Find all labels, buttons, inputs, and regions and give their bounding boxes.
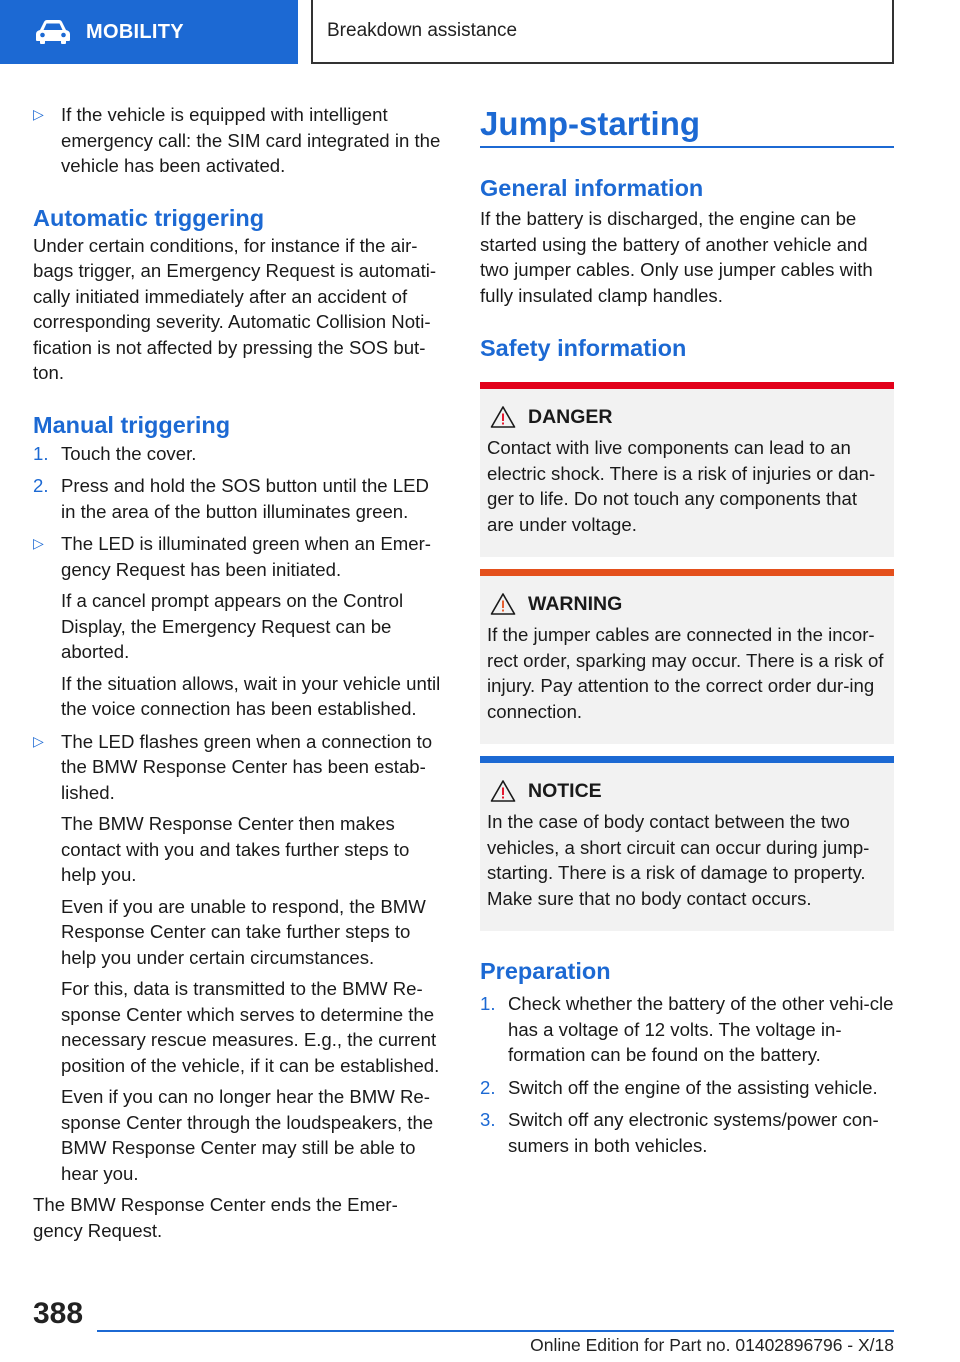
danger-bar: [480, 382, 894, 389]
sub-paragraph: Even if you can no longer hear the BMW Re-sponse Center through the loudspeakers, the BMW Response Center may still be able to hear you.: [61, 1086, 434, 1184]
triangle-bullet-icon: ▷: [33, 106, 44, 122]
edition-note: Online Edition for Part no. 01402896796 - X/18: [530, 1335, 894, 1355]
triangle-bullet-icon: ▷: [33, 535, 44, 551]
list-item: 1. Touch the cover.: [33, 442, 197, 464]
footer-rule: [97, 1330, 894, 1332]
sub-paragraph: The BMW Response Center then makes contact with you and takes further steps to help you.: [61, 813, 410, 885]
notice-notice: [480, 756, 894, 931]
danger-notice: [480, 382, 894, 557]
chapter-title: Breakdown assistance: [311, 0, 894, 64]
notice-label: NOTICE: [528, 780, 602, 802]
warning-triangle-icon: [490, 592, 516, 616]
list-item: 2. Switch off the engine of the assisting vehicle.: [480, 1076, 878, 1098]
paragraph: Under certain conditions, for instance if the air-bags trigger, an Emergency Request is automati-cally initiated immediately after an accident of corresponding severity. Automatic Collision Noti-fication is not affected by pressing the SOS but-ton.: [33, 234, 437, 383]
left-column: [33, 102, 447, 1243]
danger-text: Contact with live components can lead to an electric shock. There is a risk of injuries or dan-ger to life. Do not touch any components that are under voltage.: [487, 437, 876, 535]
section-label: MOBILITY: [86, 20, 184, 43]
warning-triangle-icon: [490, 779, 516, 803]
list-item: ▷ If the vehicle is equipped with intelligent emergency call: the SIM card integrated in the vehicle has been activated.: [33, 104, 441, 176]
notice-bar: [480, 756, 894, 763]
sub-paragraph: For this, data is transmitted to the BMW Re-sponse Center which serves to determine the necessary rescue measures. E.g., the current position of the vehicle, if it can be established.: [61, 978, 440, 1076]
sub-paragraph: If a cancel prompt appears on the Control Display, the Emergency Request can be aborted.: [61, 590, 404, 662]
danger-label: DANGER: [528, 406, 613, 428]
car-icon: [34, 19, 72, 45]
warning-text: If the jumper cables are connected in the incor-rect order, sparking may occur. There is a risk of injury. Pay attention to the correct order dur-ing connection.: [487, 624, 884, 722]
paragraph: The BMW Response Center ends the Emer-gency Request.: [33, 1194, 398, 1241]
heading-jump-starting: Jump-starting: [480, 105, 701, 142]
section-tab[interactable]: [0, 0, 298, 64]
triangle-bullet-icon: ▷: [33, 732, 44, 749]
warning-bar: [480, 569, 894, 576]
heading-preparation: Preparation: [480, 958, 611, 984]
heading-general-information: General information: [480, 175, 704, 201]
paragraph: If the battery is discharged, the engine can be started using the battery of another vehicle and two jumper cables. Only use jumper cables with fully insulated clamp handles.: [480, 208, 873, 306]
page-number: 388: [33, 1297, 84, 1330]
warning-label: WARNING: [528, 593, 623, 615]
warning-notice: [480, 569, 894, 744]
list-item: 2. Press and hold the SOS button until the LED in the area of the button illuminates green.: [33, 475, 429, 522]
sub-paragraph: If the situation allows, wait in your vehicle until the voice connection has been established.: [61, 672, 441, 719]
list-item: 3. Switch off any electronic systems/power con-sumers in both vehicles.: [480, 1109, 879, 1156]
heading-safety-information: Safety information: [480, 335, 687, 361]
list-item: 1. Check whether the battery of the other vehi-cle has a voltage of 12 volts. The voltage in-formation can be found on the battery.: [480, 993, 894, 1065]
warning-triangle-icon: [490, 405, 516, 429]
title-rule: [480, 146, 894, 148]
sub-paragraph: Even if you are unable to respond, the BMW Response Center can take further steps to help you under certain circumstances.: [61, 895, 426, 968]
list-item: ▷ The LED flashes green when a connection to the BMW Response Center has been estab-lished.: [33, 730, 433, 803]
heading-manual-triggering: Manual triggering: [33, 411, 231, 438]
heading-automatic-triggering: Automatic triggering: [33, 204, 265, 231]
notice-text: In the case of body contact between the two vehicles, a short circuit can occur during jump-starting. There is a risk of damage to property. Make sure that no body contact occurs.: [487, 811, 870, 909]
list-item: ▷ The LED is illuminated green when an Emer-gency Request has been initiated.: [33, 533, 431, 580]
right-column: [480, 104, 894, 1158]
